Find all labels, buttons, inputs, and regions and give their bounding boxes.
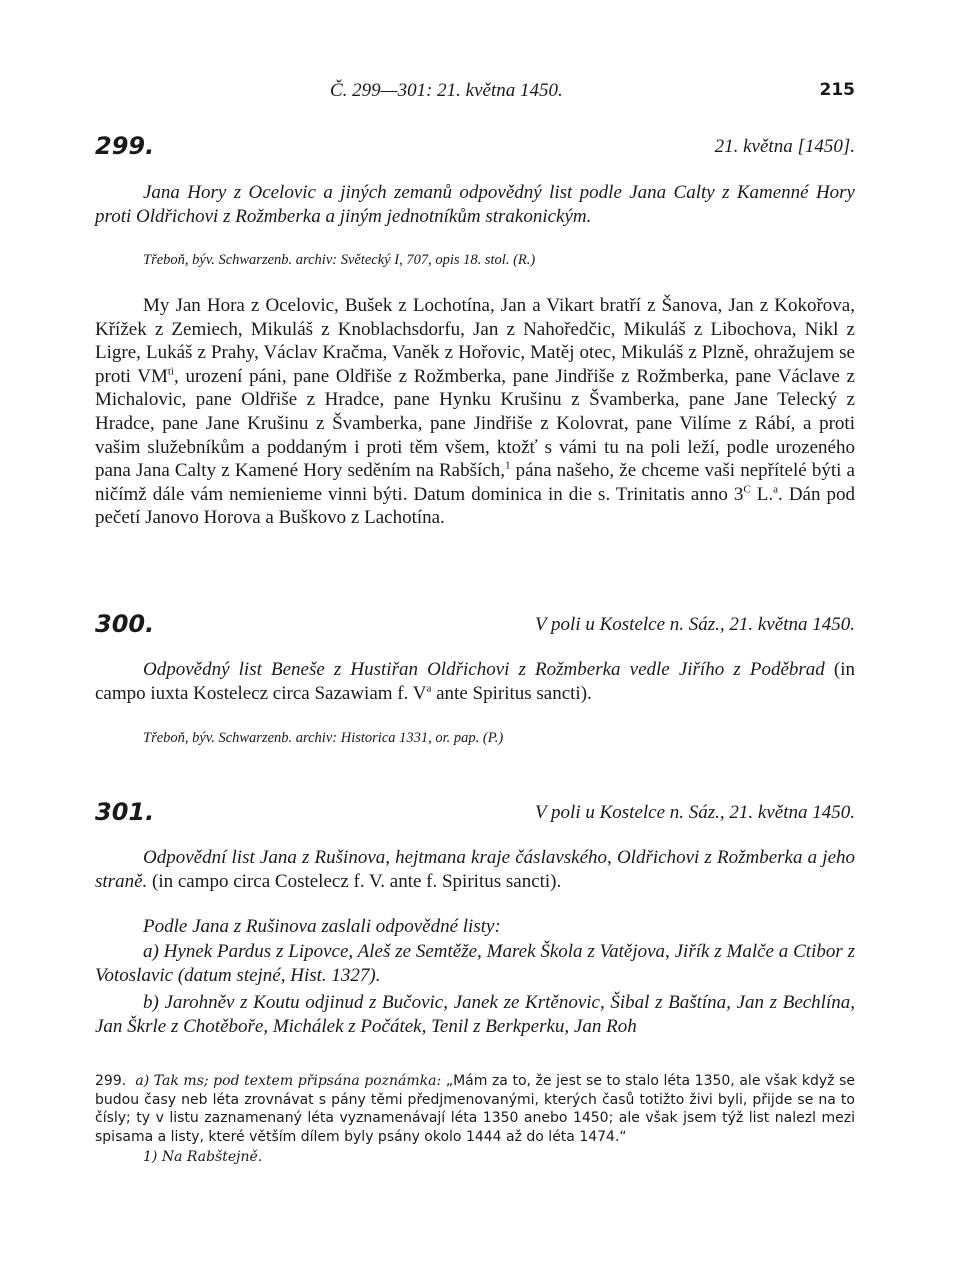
doc-299-regest: Jana Hory z Ocelovic a jiných zemanů odpovědný list podle Jana Calty z Kamenné Hory proti Oldřichovi z Rožmberka a jiným jednotníkům strakonickým. [95,182,855,227]
doc-300-number: 300. [95,610,155,638]
doc-301-heading [95,798,855,828]
superscript: a [426,682,432,695]
doc-300-heading [95,610,855,640]
footnote-text: „Mám za to, že jest se to stalo léta 1350, ale však když se budou časy neb léta zrovnávat s pány těmi předjmenovanými, kterých časů totižto živi byli, přijde se na to čísly; ty v listu zaznamenaný léta vyznamenávají léta 1350 anebo 1450; ale však jsem týž list nalezl mezi spisama a listy, které větším dílem byly psány okolo 1444 až do léta 1474.“ [95,1073,855,1145]
doc-301-regest [95,846,855,893]
doc-299-text-part: pána našeho, že chceme vaši nepřítelé býti a ničímž dále vám nemienieme vinni býti. Datum dominica in die s. Trinitatis anno 3 [95,460,855,505]
doc-299-source: Třeboň, býv. Schwarzenb. archiv: Světecký I, 707, opis 18. stol. (R.) [143,252,536,268]
doc-300-date: V poli u Kostelce n. Sáz., 21. května 1450. [535,614,855,635]
doc-299-heading [95,132,855,162]
doc-300-regest-plain: (in campo iuxta Kostelecz circa Sazawiam f. V [95,659,856,704]
doc-299-number: 299. [95,132,155,160]
footnote-1-text: 1) Na Rabštejně. [143,1149,263,1165]
doc-299-text-part: . Dán pod pečetí Janovo Horova a Buškovo z Lachotína. [95,483,856,529]
footnote-number: 299. [95,1073,127,1089]
doc-299-text-part: , urození páni, pane Oldřiše z Rožmberka, pane Jindřiše z Rožmberka, pane Václave z Michalovic, pane Oldřiše z Hradce, pane Hynku Krušinu z Švamberka, pane Jane Telecký z Hradce, pane Jane Krušinu z Švamberka, pane Jindřiše z Kolovrat, pane Vilíme z Rábí, a proti vašim služebníkům a poddaným i proti těm všem, ktožť s vámi tu na poli leží, podle urozeného pana Jana Calty z Kamené Hory seděním na Rabších, [95,365,855,482]
doc-300-regest [95,658,855,705]
doc-301-date: V poli u Kostelce n. Sáz., 21. května 1450. [535,802,855,823]
doc-299-text [95,294,855,530]
superscript: a [773,483,779,496]
doc-301-regest-plain: (in campo circa Costelecz f. V. ante f. Spiritus sancti). [147,870,562,892]
doc-301-lead: Podle Jana z Rušinova zaslali odpovědné listy: [143,916,501,937]
footnote-1 [143,1148,855,1167]
doc-300-source: Třeboň, býv. Schwarzenb. archiv: Historica 1331, or. pap. (P.) [143,730,504,746]
running-head-title: Č. 299—301: 21. května 1450. [330,80,563,101]
footnote-a [95,1072,855,1146]
page-number: 215 [819,80,855,100]
doc-299-date: 21. května [1450]. [714,136,855,157]
doc-299-text-part: L. [750,483,774,505]
doc-300-regest-plain: ante Spiritus sancti). [431,682,592,704]
doc-301-number: 301. [95,798,155,826]
doc-301-item-a: a) Hynek Pardus z Lipovce, Aleš ze Semtěže, Marek Škola z Vatějova, Jiřík z Malče a Ctibor z Votoslavic (datum stejné, Hist. 1327). [95,941,855,986]
doc-300-regest-italic: Odpovědný list Beneše z Hustiřan Oldřichovi z Rožmberka vedle Jiřího z Poděbrad [143,659,825,680]
superscript: ti [167,365,174,378]
superscript: C [743,483,751,496]
doc-299-text-part: My Jan Hora z Ocelovic, Bušek z Lochotína, Jan a Vikart bratří z Šanova, Jan z Kokořova, Křížek z Zemiech, Mikuláš z Knoblachsdorfu, Jan z Nahoředčic, Mikuláš z Libochova, Nikl z Ligre, Lukáš z Prahy, Václav Kračma, Vaněk z Hořovic, Matěj otec, Mikuláš z Plzně, ohražujem se proti VM [95,295,855,387]
doc-301-regest-italic: Odpovědní list Jana z Rušinova, hejtmana kraje čáslavského, Oldřichovi z Rožmberka a jeho straně. [95,847,855,892]
footnote-ref: 1 [504,459,511,472]
doc-301-item-b: b) Jarohněv z Koutu odjinud z Bučovic, Janek ze Krtěnovic, Šibal z Baštína, Jan z Bechlína, Jan Škrle z Chotěboře, Michálek z Počátek, Tenil z Berkperku, Jan Roh [95,992,855,1037]
footnote-label: a) Tak ms; pod textem připsána poznámka: [135,1073,442,1089]
running-head [95,80,855,108]
